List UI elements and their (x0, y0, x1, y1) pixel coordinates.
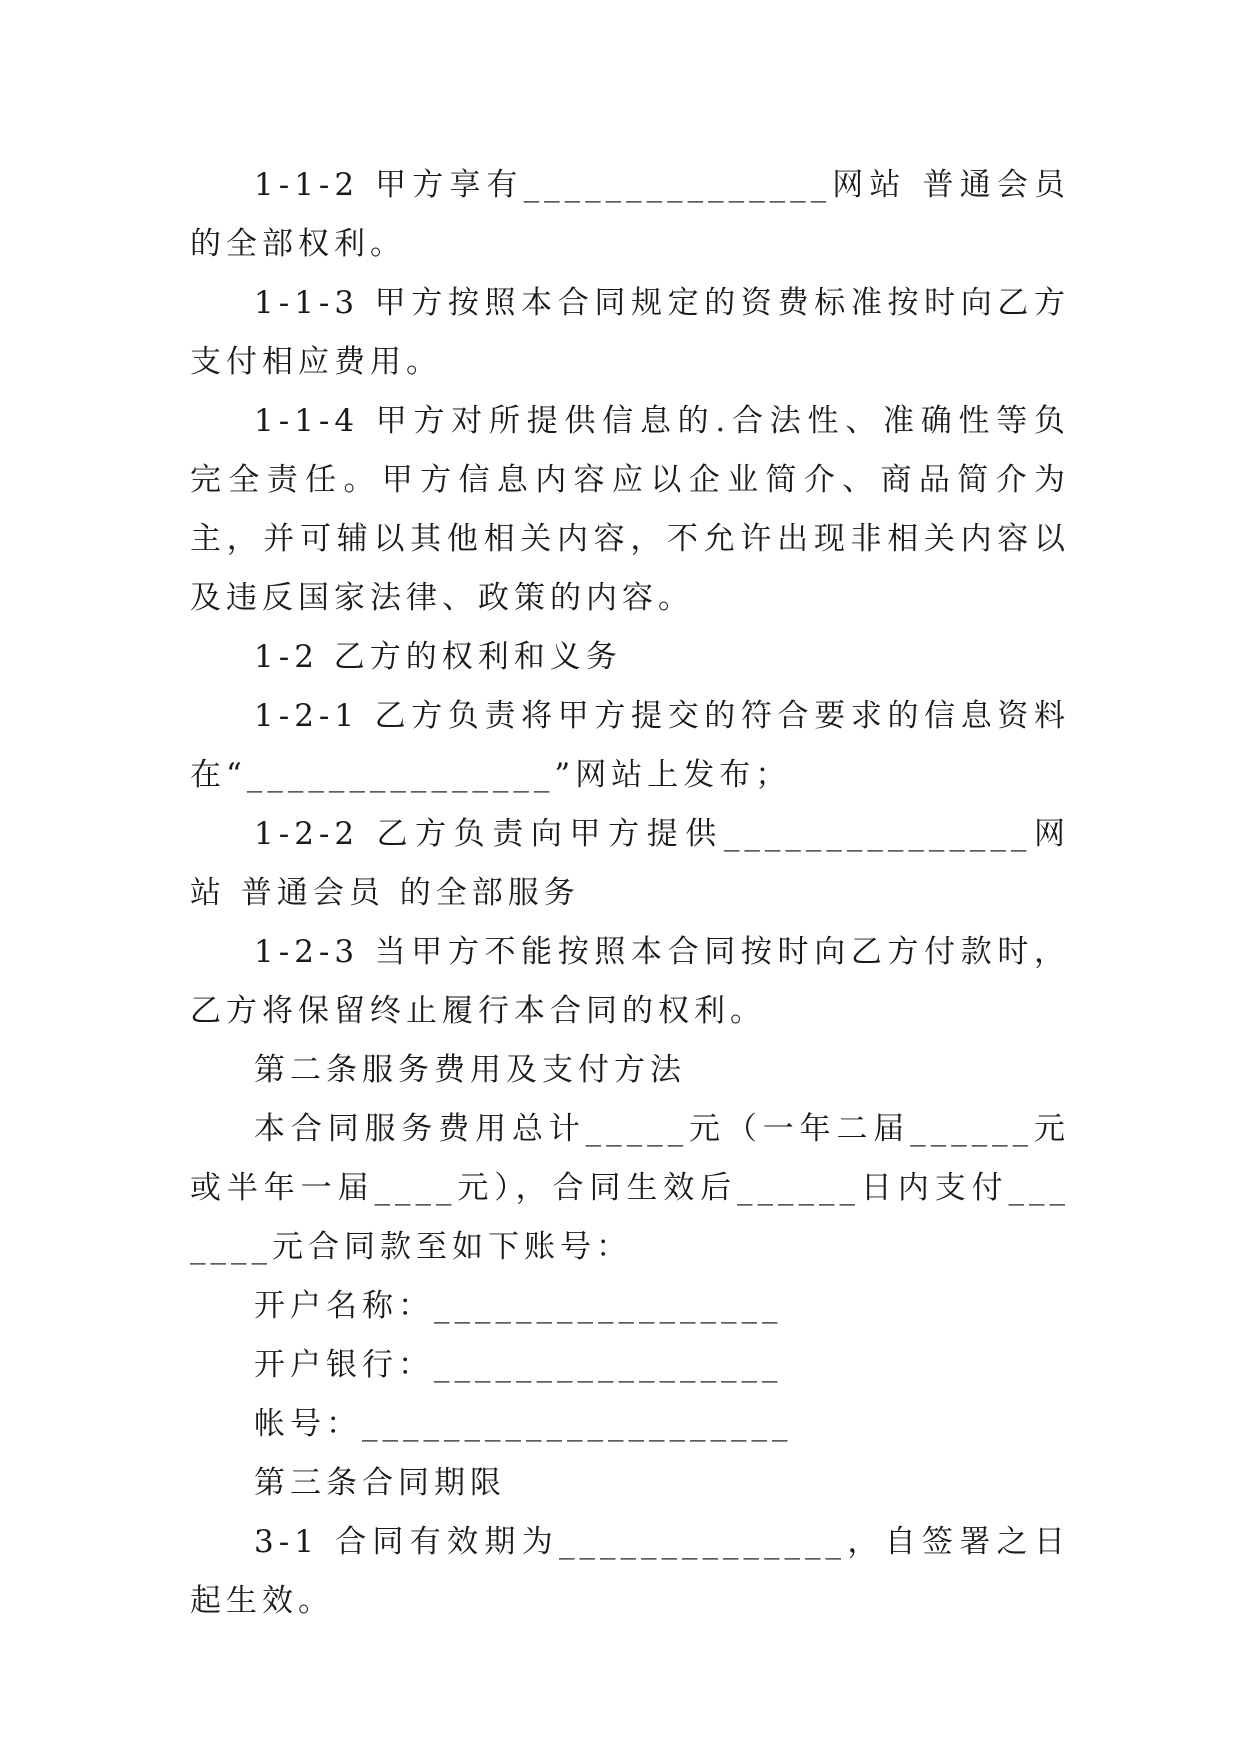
bank-name-field: 开户银行：_________________ (254, 1347, 783, 1383)
account-number-field: 帐号：_____________________ (254, 1406, 793, 1442)
article-2-heading: 第二条服务费用及支付方法 (254, 1052, 686, 1088)
clause-1-2-3: 1-2-3 当甲方不能按照本合同按时向乙方付款时，乙方将保留终止履行本合同的权利。 (190, 934, 1070, 1029)
clause-1-2-2: 1-2-2 乙方负责向甲方提供_______________网站 普通会员 的全部服务 (190, 816, 1070, 911)
service-fee-clause: 本合同服务费用总计_____元（一年二届______元或半年一届____元），合同生效后______日内支付_______元合同款至如下账号： (190, 1111, 1070, 1265)
account-name-field: 开户名称：_________________ (254, 1288, 783, 1324)
article-3-heading: 第三条合同期限 (254, 1465, 506, 1501)
clause-3-1: 3-1 合同有效期为______________，自签署之日起生效。 (190, 1524, 1070, 1619)
clause-1-1-2: 1-1-2 甲方享有_______________网站 普通会员 的全部权利。 (190, 167, 1070, 262)
section-heading-1-2: 1-2 乙方的权利和义务 (254, 639, 622, 675)
contract-body (190, 156, 1070, 1631)
clause-1-2-1: 1-2-1 乙方负责将甲方提交的符合要求的信息资料在“_______________”网站上发布； (190, 698, 1070, 793)
clause-1-1-4: 1-1-4 甲方对所提供信息的.合法性、准确性等负完全责任。甲方信息内容应以企业简介、商品简介为主，并可辅以其他相关内容，不允许出现非相关内容以及违反国家法律、政策的内容。 (190, 403, 1070, 616)
clause-1-1-3: 1-1-3 甲方按照本合同规定的资费标准按时向乙方支付相应费用。 (190, 285, 1070, 380)
